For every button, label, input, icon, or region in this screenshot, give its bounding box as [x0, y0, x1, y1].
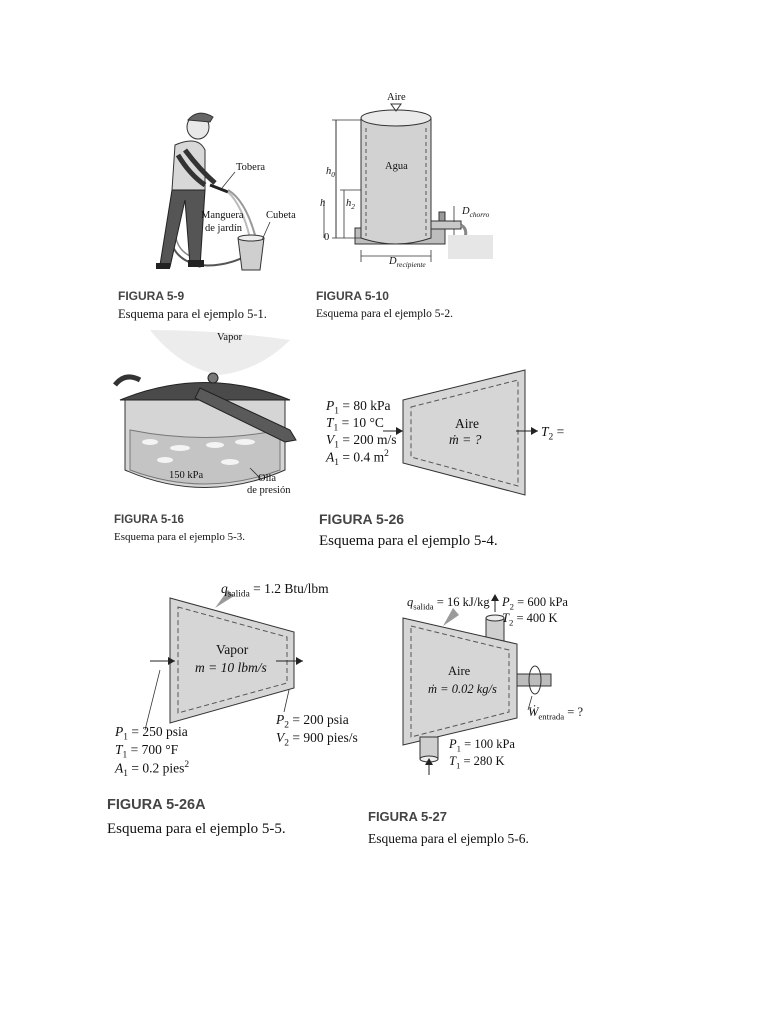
- figure-caption: Esquema para el ejemplo 5-4.: [319, 533, 498, 549]
- label-manguera: Manguera: [201, 210, 244, 221]
- label-d-chorro: $D_{chorro}$: [462, 206, 490, 220]
- label-a1: $A_1 = 0.4$ $m^2$: [326, 449, 389, 469]
- figure-title: FIGURA 5-9: [118, 289, 185, 303]
- label-d-recipiente: $D_{recipiente}$: [389, 256, 426, 270]
- label-h2: $h_2$: [346, 198, 355, 212]
- label-h0: $h_0$: [326, 166, 335, 180]
- label-150-kpa: 150 kPa: [169, 470, 204, 481]
- label-t1: $T_1 = 280$ K: [449, 754, 505, 771]
- label-aire: Aire: [448, 664, 471, 678]
- label-q-salida: $q_{salida} = 1.2$ Btu/lbm: [221, 581, 329, 600]
- label-p1: $P_1 = 80$ kPa: [326, 398, 391, 417]
- label-p1: $P_1 = 250$ psia: [115, 724, 188, 743]
- label-p2: $P_2 = 600$ kPa: [502, 595, 568, 612]
- figure-caption: Esquema para el ejemplo 5-1.: [118, 307, 267, 321]
- label-p2: $P_2 = 200$ psia: [276, 712, 349, 731]
- label-mass-flow: m = 10 lbm/s: [195, 660, 267, 675]
- label-t2: $T_2 = 400$ K: [502, 611, 558, 628]
- label-t2: $T_2$ =: [541, 424, 565, 443]
- label-vapor: Vapor: [216, 642, 249, 657]
- label-tobera: Tobera: [236, 162, 265, 173]
- figure-title: FIGURA 5-16: [114, 514, 184, 526]
- label-vapor: Vapor: [217, 332, 243, 343]
- figure-caption: Esquema para el ejemplo 5-6.: [368, 831, 529, 846]
- diffuser-diagram: [0, 330, 768, 530]
- figure-title: FIGURA 5-26: [319, 511, 405, 527]
- figure-title: FIGURA 5-27: [368, 809, 447, 824]
- water-tank-illustration: [0, 0, 768, 290]
- figure-caption: Esquema para el ejemplo 5-2.: [316, 308, 453, 320]
- figure-5-27: [0, 560, 768, 860]
- label-h: h: [320, 198, 326, 209]
- figure-title: FIGURA 5-26A: [107, 797, 206, 813]
- figure-title: FIGURA 5-10: [316, 289, 389, 303]
- figure-5-26: [0, 330, 768, 560]
- label-de-presion: de presión: [247, 485, 291, 496]
- label-t1: $T_1 = 10$ °C: [326, 415, 384, 434]
- label-q-salida: $q_{salida} = 16$ kJ/kg: [407, 595, 490, 612]
- label-mass-flow: ṁ = ?: [449, 432, 482, 447]
- label-de-jardin: de jardín: [205, 223, 243, 234]
- label-aire: Aire: [455, 416, 479, 431]
- compressor-diagram: [0, 560, 768, 800]
- label-v2: $V_2 = 900$ pies/s: [276, 730, 358, 749]
- label-w-entrada: Ẇ$_{entrada}$ = ?: [528, 705, 584, 722]
- label-a1: $A_1 = 0.2$ pies$^2$: [115, 760, 190, 780]
- label-mass-flow: ṁ = 0.02 kg/s: [428, 682, 497, 696]
- figure-5-10: [0, 0, 768, 330]
- figure-caption: Esquema para el ejemplo 5-5.: [107, 821, 286, 837]
- label-t1: $T_1 = 700$ °F: [115, 742, 179, 761]
- label-p1: $P_1 = 100$ kPa: [449, 737, 515, 754]
- label-aire: Aire: [387, 92, 406, 103]
- label-zero: 0: [324, 232, 330, 243]
- label-cubeta: Cubeta: [266, 210, 296, 221]
- label-olla: Olla: [258, 473, 277, 484]
- figure-caption: Esquema para el ejemplo 5-3.: [114, 531, 246, 543]
- label-v1: $V_1 = 200$ m/s: [326, 432, 397, 451]
- label-agua: Agua: [385, 161, 408, 172]
